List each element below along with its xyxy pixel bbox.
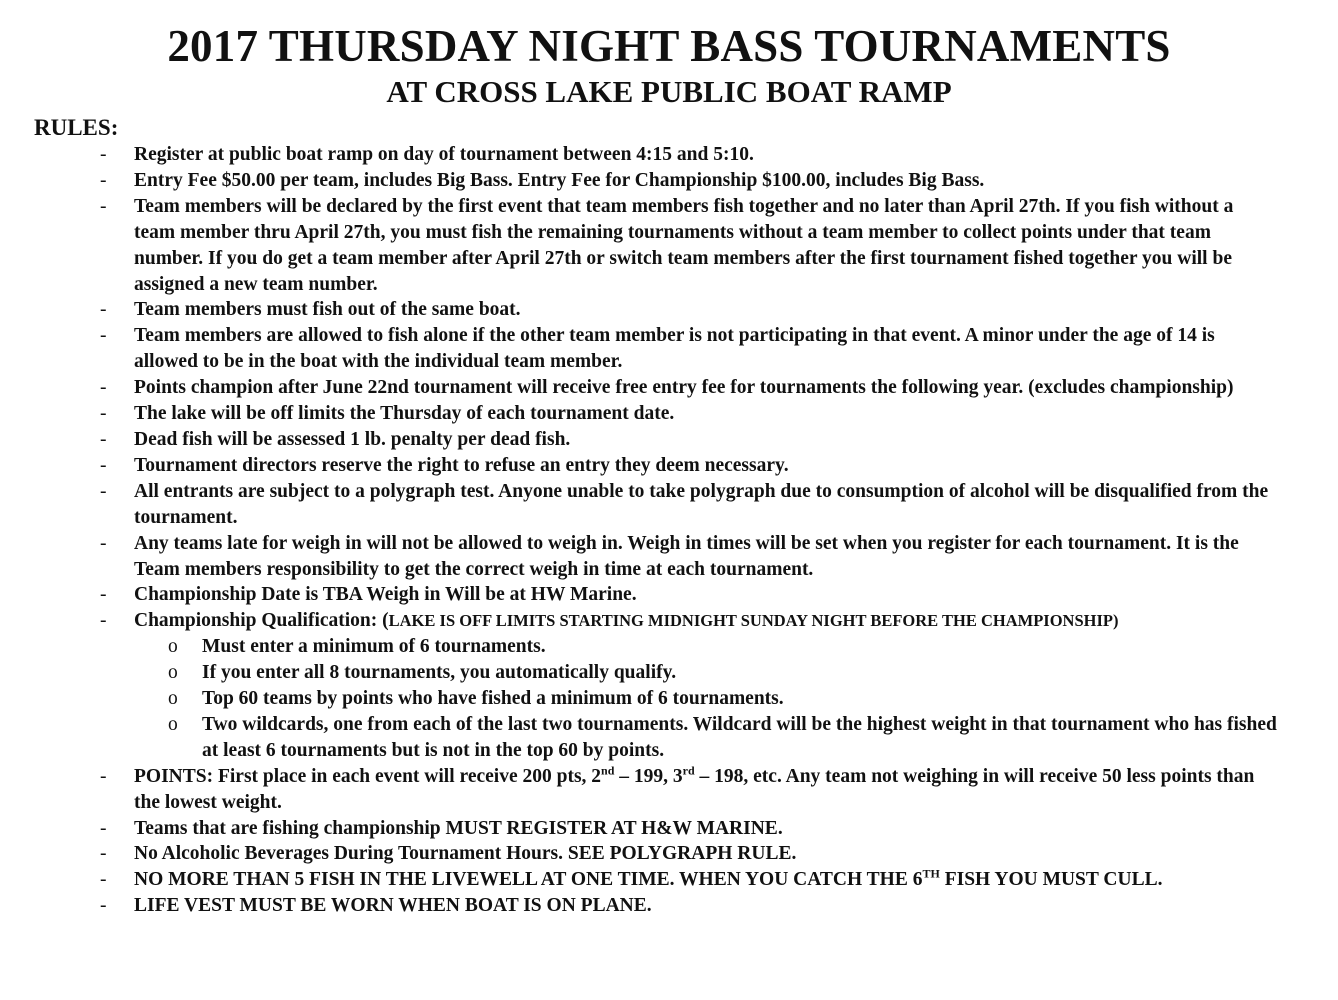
livewell-sup-th: TH xyxy=(922,866,940,881)
document-title: 2017 THURSDAY NIGHT BASS TOURNAMENTS xyxy=(167,21,1171,71)
rule-register-hw-marine: - Teams that are fishing championship MUST REGISTER AT H&W MARINE. xyxy=(0,816,1338,842)
rule-refuse-entry: - Tournament directors reserve the right to refuse an entry they deem necessary. xyxy=(0,453,1338,479)
points-text-2: – 199, 3 xyxy=(614,765,683,787)
qualification-item: o Top 60 teams by points who have fished a minimum of 6 tournaments. xyxy=(134,686,1278,712)
livewell-text-1: NO MORE THAN 5 FISH IN THE LIVEWELL AT ONE TIME. WHEN YOU CATCH THE 6 xyxy=(134,869,923,891)
rule-fish-alone: - Team members are allowed to fish alone if the other team member is not participating in that event. A minor under the age of 14 is allowed to be in the boat with the individual team member. xyxy=(0,323,1338,375)
rule-points-champion: - Points champion after June 22nd tournament will receive free entry fee for tournaments the following year. (excludes championship) xyxy=(0,375,1338,401)
rule-weigh-in-late: - Any teams late for weigh in will not be allowed to weigh in. Weigh in times will be set when you register for each tournament. It is the Team members responsibility to get the correct weigh in time at each tournament. xyxy=(0,531,1338,583)
livewell-text-2: FISH YOU MUST CULL. xyxy=(939,869,1163,891)
qualification-item: o Two wildcards, one from each of the last two tournaments. Wildcard will be the highest weight in that tournament who has fished at least 6 tournaments but is not in the top 60 by points. xyxy=(134,712,1278,764)
rule-points xyxy=(0,764,1338,816)
rules-list xyxy=(0,142,1338,919)
qualification-item: o If you enter all 8 tournaments, you automatically qualify. xyxy=(134,660,1278,686)
rule-registration: - Register at public boat ramp on day of tournament between 4:15 and 5:10. xyxy=(0,142,1338,168)
qualification-list xyxy=(134,634,1278,764)
rule-polygraph: - All entrants are subject to a polygraph test. Anyone unable to take polygraph due to consumption of alcohol will be disqualified from the tournament. xyxy=(0,479,1338,531)
rule-championship-date: - Championship Date is TBA Weigh in Will be at HW Marine. xyxy=(0,582,1338,608)
points-text-3: – 198, etc. Any team not weighing in will receive 50 less points than the lowest weight. xyxy=(134,765,1255,813)
rule-dead-fish: - Dead fish will be assessed 1 lb. penalty per dead fish. xyxy=(0,427,1338,453)
qualification-item: o Must enter a minimum of 6 tournaments. xyxy=(134,634,1278,660)
rule-entry-fee: - Entry Fee $50.00 per team, includes Big Bass. Entry Fee for Championship $100.00, includes Big Bass. xyxy=(0,168,1338,194)
rule-no-alcohol: - No Alcoholic Beverages During Tournament Hours. SEE POLYGRAPH RULE. xyxy=(0,841,1338,867)
points-sup-rd: rd xyxy=(682,763,695,778)
rule-team-members-declared: - Team members will be declared by the first event that team members fish together and no later than April 27th. If you fish without a team member thru April 27th, you must fish the remaining tournaments without a team member to collect points under that team number. If you do get a team member after April 27th or switch team members after the first tournament fished together you will be assigned a new team number. xyxy=(0,194,1338,298)
rule-off-limits: - The lake will be off limits the Thursday of each tournament date. xyxy=(0,401,1338,427)
rules-heading: RULES: xyxy=(34,115,119,140)
rule-life-vest: - LIFE VEST MUST BE WORN WHEN BOAT IS ON PLANE. xyxy=(0,893,1338,919)
points-sup-nd: nd xyxy=(601,763,615,778)
points-text-1: POINTS: First place in each event will receive 200 pts, 2 xyxy=(134,765,602,787)
rule-livewell xyxy=(0,867,1338,893)
qualification-label: Championship Qualification: ( xyxy=(134,610,389,632)
rule-same-boat: - Team members must fish out of the same boat. xyxy=(0,297,1338,323)
document-subtitle: AT CROSS LAKE PUBLIC BOAT RAMP xyxy=(386,74,952,109)
rule-championship-qualification xyxy=(0,608,1338,763)
qualification-note: LAKE IS OFF LIMITS STARTING MIDNIGHT SUNDAY NIGHT BEFORE THE CHAMPIONSHIP) xyxy=(388,611,1119,631)
